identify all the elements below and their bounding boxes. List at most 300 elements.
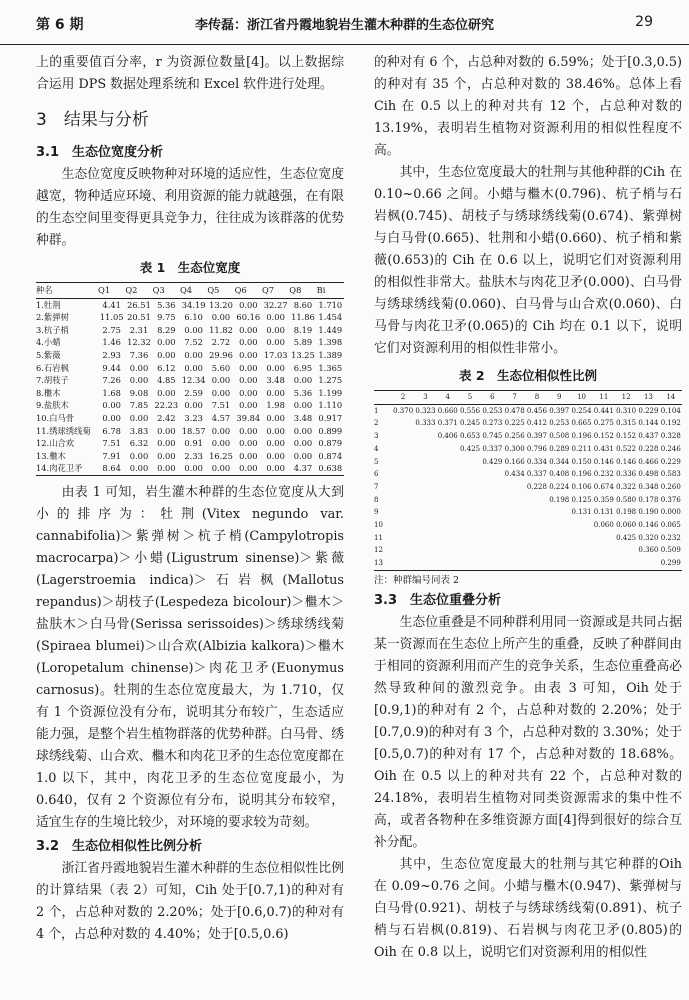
table-cell: 0.315 [616,419,637,428]
table-cell [481,506,503,519]
table-cell: 8.60 [293,299,313,310]
column-header: 2 [392,391,414,405]
table-cell: 5.36 [293,387,313,398]
table-cell: 3.48 [293,412,313,423]
column-header: 4 [437,391,459,405]
table-cell: 2.42 [157,412,176,423]
table-cell: 0.00 [157,425,176,436]
table-cell: 0.344 [549,457,570,466]
table-cell: 0.00 [266,450,285,461]
column-header: Q4 [180,283,207,299]
table-cell: 0.253 [482,406,503,415]
column-header [374,391,392,405]
table-cell [414,430,436,443]
table-cell [392,417,414,430]
table-cell [593,532,615,545]
table-cell: 9.75 [157,312,176,323]
table-cell: 0.196 [571,432,592,441]
table-cell: 0.300 [504,444,525,453]
table-cell: 12.34 [181,375,206,386]
table-cell: 7 [374,482,379,491]
table-row [36,450,344,463]
table-row [36,362,344,375]
section-heading-3-1: 3.1 生态位宽度分析 [36,145,164,160]
table-cell: 14.肉花卫矛 [36,463,83,474]
table-cell: 0.00 [211,438,231,449]
table-cell: 12.32 [127,337,151,348]
table-cell: 0.146 [616,457,637,466]
table-cell: 0.289 [549,444,570,453]
table-cell: 0.060 [616,521,637,530]
table-cell: 0.00 [239,463,258,474]
table-cell: 0.00 [266,425,285,436]
table-cell: 0.00 [129,463,149,474]
table-cell [459,468,481,481]
table-cell [392,456,414,469]
table-cell: 0.166 [504,457,525,466]
table-row [36,374,344,387]
table-cell: 0.580 [616,495,637,504]
table-cell [437,456,459,469]
table-cell [414,532,436,545]
running-title: 李传磊：浙江省丹霞地貌岩生灌木种群的生态位研究 [194,18,494,33]
table-cell: 0.144 [638,419,659,428]
table-cell: 9.盐肤木 [36,400,69,411]
table-cell: 0.796 [526,444,547,453]
table-cell: 29.96 [209,349,233,360]
table-cell: 0.00 [157,387,176,398]
table-cell: 0.406 [437,432,458,441]
column-header: 9 [548,391,570,405]
table-cell: 0.91 [184,438,203,449]
table-cell: 11.05 [99,312,124,323]
table-cell: 0.00 [239,337,258,348]
table-cell: 0.178 [638,495,659,504]
table-cell: 2.33 [184,450,203,461]
table-cell: 7.36 [129,349,149,360]
table-cell [593,544,615,557]
table-row [374,404,682,417]
table-cell: 0.660 [437,406,458,415]
column-header: Q2 [125,283,152,299]
table-cell [548,544,570,557]
table-cell: 0.00 [266,312,285,323]
paragraph-similarity-detail: 其中，生态位宽度最大的牡荆与其他种群的Cih 在 0.10~0.66 之间。小蜡与檵木(0.796)、杭子梢与石岩枫(0.745)、胡枝子与绣球绣线菊(0.674)、紫弹树与白马骨(0.665)、牡荆和小蜡(0.660)、杭子梢和紫薇(0.653)的 Cih 在 0.6 以上，说明它们对资源利用的相似性非常大。盐肤木与肉花卫矛(0.000)、白马骨与绣球绣线菊(0.060)、白马骨与山合欢(0.060)、白马骨与肉花卫矛(0.065)的 Cih 均在 0.1 以下，说明它们对资源利用的相似性非常小。 [374,165,682,356]
table-cell: 2 [374,419,379,428]
table-cell: 0.337 [526,470,547,479]
table-cell: 0.425 [616,533,637,542]
table-cell: 0.253 [549,419,570,428]
table-cell: 0.211 [571,444,592,453]
table-cell: 20.51 [127,312,151,323]
column-header: 3 [414,391,436,405]
table-cell [459,494,481,507]
table-cell: 1.199 [318,387,343,398]
table-cell: 6.10 [184,312,203,323]
table-cell: 6.12 [157,362,176,373]
table-cell [414,519,436,532]
table-cell: 11.86 [291,312,315,323]
column-header: 12 [615,391,637,405]
table-cell: 22.23 [154,400,179,411]
table-cell: 0.131 [593,508,614,517]
table-cell: 0.371 [437,419,458,428]
table-cell: 1.454 [318,312,343,323]
paragraph-niche-overlap: 生态位重叠是不同种群利用同一资源或是共同占据某一资源而在生态位上所产生的重叠，反映了种群间由于相同的资源利用而产生的竞争关系，生态位重叠高必然导致种间的激烈竞争。由表 3 可知，Oih 处于[0.9,1)的种对有 2 个，占总种对数的 2.20%；处于[0.7,0.9)的种对有 3 个，占总种对数的 3.30%；处于[0.5,0.7)的种对有 17 个，占总种对数的 18.68%。Oih 在 0.5 以上的种对共有 22 个，占总种对数的 24.18%，表明岩生植物对同类资源需求的集中性不高，或者各物种在多维资源方面[4]得到很好的综合互补分配。 [374,614,682,850]
table-row [36,387,344,400]
table-cell: 4.85 [157,375,176,386]
table-cell: 0.060 [593,521,614,530]
table-cell: 0.00 [157,337,176,348]
paragraph-niche-breadth-intro: 生态位宽度反映物种对环境的适应性，生态位宽度越宽，物种适应环境、利用资源的能力就越强，在有限的生态空间里变得更具竞争力，往往成为该群落的优势种群。 [36,167,344,248]
table-cell [414,557,436,570]
paragraph-similarity-cont: 的种对有 6 个，占总种对数的 6.59%；处于[0.3,0.5)的种对有 35 个，占总种对数的 38.46%。总体上看 Cih 在 0.5 以上的种对共有 12 个，占总种对数的 13.19%，表明岩生植物对资源利用的相似性程度不高。 [374,55,682,158]
table-cell: 0.232 [660,533,681,542]
table-cell [548,519,570,532]
table-cell: 0.412 [526,419,547,428]
table-cell [392,443,414,456]
table-cell [637,557,659,570]
table-cell: 0.00 [266,324,285,335]
table-cell [481,468,503,481]
table-cell: 0.00 [239,349,258,360]
table-cell [481,532,503,545]
column-header: Bi [317,283,344,299]
column-header: Q1 [98,283,125,299]
table-cell: 10 [374,521,383,530]
table-cell: 1.449 [318,324,343,335]
table-cell: 0.224 [549,482,570,491]
table-row [36,336,344,349]
table-cell [414,468,436,481]
left-column [36,52,344,946]
table-cell: 7.51 [211,400,231,411]
section-heading-3: 3 结果与分析 [36,110,149,130]
table-cell: 2.紫弹树 [36,312,69,323]
table-cell: 1.398 [318,337,343,348]
table-cell: 8.檵木 [36,387,61,398]
table-cell [481,481,503,494]
table-cell: 17.03 [263,349,288,360]
column-header: 8 [526,391,548,405]
table-cell [481,557,503,570]
table-1-niche-breadth [36,282,344,476]
table-cell [392,557,414,570]
table-cell: 2.93 [102,349,121,360]
table-cell [414,481,436,494]
table-cell: 0.745 [482,432,503,441]
table-cell: 0.00 [239,425,258,436]
table-cell: 0.360 [638,546,659,555]
table-cell: 9 [374,508,379,517]
table-cell [414,443,436,456]
table-cell: 0.196 [571,470,592,479]
table-cell: 8 [374,495,379,504]
table-cell [392,481,414,494]
table-cell: 0.00 [184,362,203,373]
table-cell: 0.273 [482,419,503,428]
table-cell: 0.190 [638,508,659,517]
table-cell: 1.365 [318,362,343,373]
table-cell: 0.359 [593,495,614,504]
table-cell: 2.31 [129,324,149,335]
table-cell: 1.710 [318,299,343,310]
table-cell: 0.00 [157,438,176,449]
table-cell [437,506,459,519]
table-cell [414,494,436,507]
table-row [374,481,682,494]
table-cell: 1.68 [102,387,121,398]
table-cell [459,456,481,469]
table-cell: 1.110 [318,400,343,411]
table-row [374,532,682,545]
table-cell: 2.59 [184,387,203,398]
table-cell: 0.245 [460,419,481,428]
table-cell: 0.00 [266,463,285,474]
table-cell: 0.665 [571,419,592,428]
table-cell: 4.小蜡 [36,337,61,348]
table-row [36,324,344,337]
table-cell [503,494,525,507]
paragraph-overlap-detail: 其中，生态位宽度最大的牡荆与其它种群的Oih 在 0.09~0.76 之间。小蜡与檵木(0.947)、紫弹树与白马骨(0.921)、胡枝子与绣球绣线菊(0.891)、杭子梢与石岩枫(0.819)、石岩枫与肉花卫矛(0.805)的 Oih 在 0.8 以上，说明它们对资源利用的相似性 [374,856,682,960]
table-cell: 3.83 [129,425,149,436]
table-cell: 5.紫薇 [36,349,61,360]
table-cell: 0.00 [266,438,285,449]
column-header: 10 [570,391,592,405]
table-row [36,311,344,324]
table-row [374,544,682,557]
table-cell: 0.256 [504,432,525,441]
table-cell: 0.00 [129,362,149,373]
table-row [36,425,344,438]
table-cell [392,519,414,532]
table-cell: 0.00 [102,400,121,411]
table-cell: 0.00 [239,438,258,449]
table-cell: 6.32 [129,438,149,449]
table-cell: 0.00 [266,412,285,423]
paragraph-table1-analysis: 由表 1 可知，岩生灌木种群的生态位宽度从大到小的排序为：牡荆(Vitex negundo var. cannabifolia)＞紫弹树＞杭子梢(Campylotropis macrocarpa)＞小蜡(Ligustrum sinense)＞紫薇(Lagerstroemia indica)＞石岩枫(Mallotus repandus)＞胡枝子(Lespedeza bicolour)＞檵木＞盐肤木＞白马骨(Serissa serissoides)＞绣球绣线菊(Spiraea blumei)＞山合欢(Albizia kalkora)＞檵木(Loropetalum chinense)＞肉花卫矛(Euonymus carnosus)。牡荆的生态位宽度最大，为 1.710，仅有 1 个资源位没有分布，说明其分布较广，生态适应能力强，是整个岩生植物群落的优势种群。白马骨、绣球绣线菊、山合欢、檵木和肉花卫矛的生态位宽度都在 1.0 以下，其中，肉花卫矛的生态位宽度最小，为 0.640，仅有 2 个资源位有分布，说明其分布较窄，适宜生存的生境比较少，对环境的要求较为苛刻。 [36,484,344,830]
table-row [374,430,682,443]
table-cell [526,544,548,557]
table-row [36,349,344,362]
table-2-header-row [374,391,682,405]
right-column [374,52,682,964]
issue-number: 第 6 期 [36,17,84,33]
table-cell: 0.198 [616,508,637,517]
table-cell [570,557,592,570]
table-cell: 0.00 [293,400,313,411]
table-cell: 0.328 [660,432,681,441]
table-cell: 0.348 [638,482,659,491]
table-cell [615,544,637,557]
table-cell [526,557,548,570]
table-cell: 0.00 [293,375,313,386]
table-cell: 0.879 [318,438,343,449]
table-cell: 7.52 [184,337,203,348]
table-cell: 0.556 [460,406,481,415]
table-cell: 4.57 [211,412,231,423]
column-header: Q8 [289,283,316,299]
table-cell: 5.60 [211,362,231,373]
table-cell: 0.246 [660,444,681,453]
table-cell: 2.75 [102,324,121,335]
table-cell: 13.25 [291,349,315,360]
section-heading-3-2: 3.2 生态位相似性比例分析 [36,838,203,854]
table-cell: 4.41 [102,299,121,310]
table-cell [503,544,525,557]
table-cell: 0.917 [318,412,343,423]
table-cell [414,506,436,519]
table-cell: 7.26 [102,375,121,386]
table-cell [392,532,414,545]
table-cell: 0.638 [318,463,343,474]
table-cell [392,468,414,481]
table-cell: 0.152 [616,432,637,441]
table-cell: 0.00 [157,349,176,360]
table-cell: 0.478 [504,406,525,415]
table-cell [503,519,525,532]
table-cell: 0.229 [660,457,681,466]
table-cell: 0.310 [616,406,637,415]
table-cell: 4 [374,444,379,453]
table-cell: 0.00 [211,425,231,436]
table-cell [414,456,436,469]
table-cell: 0.00 [211,463,231,474]
table-cell: 0.104 [660,406,681,415]
table-cell: 0.00 [157,463,176,474]
table-cell [437,557,459,570]
table-cell: 0.275 [593,419,614,428]
table-cell: 0.00 [211,312,231,323]
table-cell: 0.583 [660,470,681,479]
table-cell: 0.408 [549,470,570,479]
table-cell [570,519,592,532]
table-cell: 32.27 [263,299,288,310]
table-cell: 0.000 [660,508,681,517]
table-cell: 0.00 [239,324,258,335]
table-cell: 0.508 [549,432,570,441]
table-cell: 1.牡荆 [36,299,61,310]
table-cell: 6.石岩枫 [36,362,69,373]
table-cell: 0.228 [526,482,547,491]
table-cell [437,481,459,494]
table-cell: 0.674 [593,482,614,491]
table-cell: 0.429 [482,457,503,466]
table-cell [503,532,525,545]
column-header: Q3 [153,283,180,299]
table-cell: 9.08 [129,387,149,398]
table-cell: 0.425 [460,444,481,453]
column-header: 5 [459,391,481,405]
table-cell [437,519,459,532]
table-cell: 0.434 [504,470,525,479]
table-cell: 0.00 [184,400,203,411]
table-row [36,298,344,311]
table-cell: 0.337 [482,444,503,453]
table-cell: 11.82 [209,324,233,335]
table-cell: 16.25 [209,450,233,461]
table-cell: 0.874 [318,450,343,461]
table-cell: 0.146 [638,521,659,530]
table-cell [503,506,525,519]
table-cell [503,481,525,494]
table-cell: 3.杭子梢 [36,324,69,335]
table-cell [615,557,637,570]
column-header: Q7 [262,283,289,299]
table-cell [526,532,548,545]
table-cell: 0.00 [239,400,258,411]
table-row [374,519,682,532]
column-header: 7 [503,391,525,405]
table-cell: 0.00 [211,387,231,398]
table-cell: 0.522 [616,444,637,453]
table-cell: 0.336 [616,470,637,479]
table-cell: 0.653 [460,432,481,441]
table-cell: 0.125 [571,495,592,504]
table-row [374,443,682,456]
table-cell: 3.23 [184,412,203,423]
table-2-similarity [374,390,682,571]
table-cell: 12 [374,546,383,555]
table-cell: 0.00 [266,387,285,398]
table-cell: 8.29 [157,324,176,335]
table-cell: 0.229 [638,406,659,415]
table-row [36,412,344,425]
table-cell: 0.225 [504,419,525,428]
table-cell: 0.00 [239,387,258,398]
table-cell: 0.397 [549,406,570,415]
table-cell: 0.00 [184,349,203,360]
table-cell: 1 [374,406,379,415]
table-cell [548,532,570,545]
table-cell: 3 [374,432,379,441]
table-cell: 0.00 [293,438,313,449]
table-cell: 0.466 [638,457,659,466]
column-header: Q6 [235,283,262,299]
table-cell: 0.228 [638,444,659,453]
table-cell [459,519,481,532]
table-cell: 7.胡枝子 [36,375,69,386]
table-cell: 13 [374,559,383,568]
table-cell: 0.00 [211,375,231,386]
table-cell: 0.260 [660,482,681,491]
table-cell: 6.78 [102,425,121,436]
table-cell: 0.065 [660,521,681,530]
table-cell [392,544,414,557]
table-cell: 0.323 [415,406,436,415]
table-cell: 0.456 [526,406,547,415]
table-cell [481,494,503,507]
table-cell: 9.44 [102,362,121,373]
table-cell: 0.00 [129,450,149,461]
table-cell: 1.98 [266,400,285,411]
table-cell: 6.95 [293,362,313,373]
table-row [36,437,344,450]
table-cell: 34.19 [181,299,206,310]
section-heading-3-3: 3.3 生态位重叠分析 [374,592,502,608]
table-cell: 0.00 [239,450,258,461]
table-cell: 0.376 [660,495,681,504]
table-cell [593,557,615,570]
table-cell: 11 [374,533,383,542]
table-cell: 10.白马骨 [36,412,75,423]
column-header: 13 [637,391,659,405]
page-header [0,0,689,45]
table-cell [481,519,503,532]
table-cell: 0.150 [571,457,592,466]
table-2-note: 注：种群编号同表 2 [374,574,460,586]
table-cell: 13.20 [209,299,233,310]
